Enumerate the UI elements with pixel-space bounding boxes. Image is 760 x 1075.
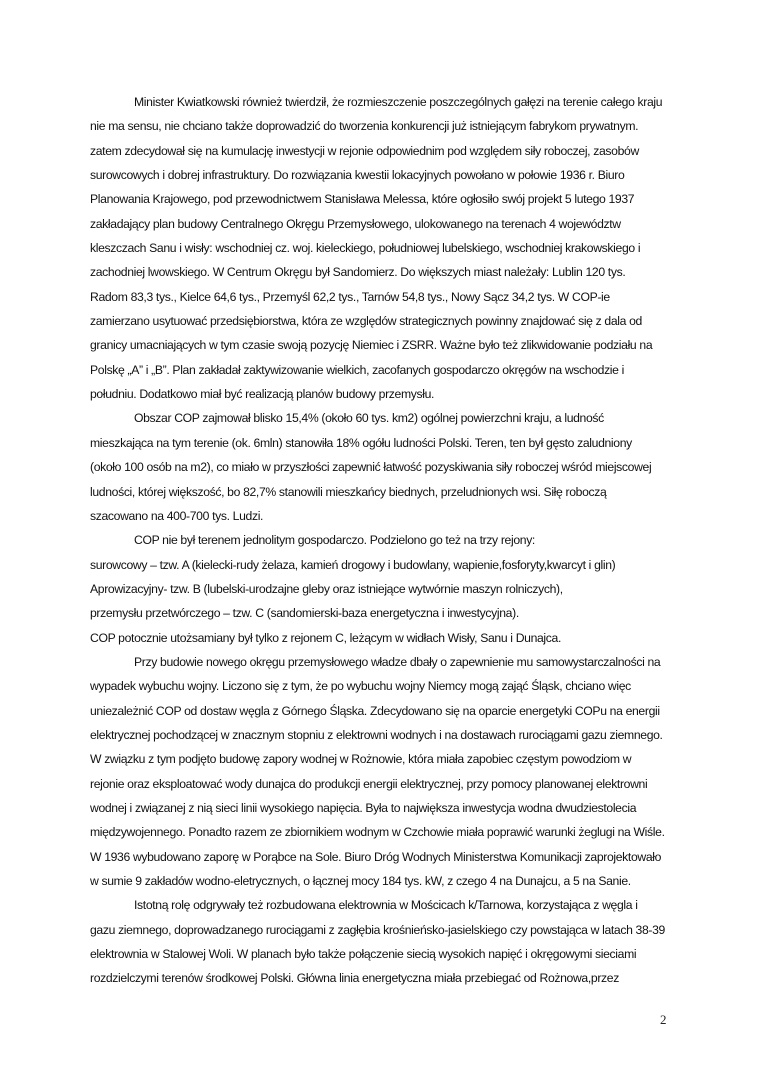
page-number: 2 — [660, 1012, 667, 1027]
paragraph-first-line: Istotną rolę odgrywały też rozbudowana elektrownia w Mościcach k/Tarnowa, korzystająca z węgla i — [134, 898, 638, 913]
text-line: W związku z tym podjęto budowę zapory wodnej w Rożnowie, która miała zapobiec częstym powodziom w — [90, 752, 632, 767]
text-line: zachodniej lwowskiego. W Centrum Okręgu był Sandomierz. Do większych miast należały: Lublin 120 tys. — [90, 265, 626, 280]
text-line: Aprowizacyjny- tzw. B (lubelski-urodzajne gleby oraz istniejące wytwórnie maszyn rolniczych), — [90, 581, 563, 596]
text-line: uniezależnić COP od dostaw węgla z Górnego Śląska. Zdecydowano się na oparcie energetyki COPu na energii — [90, 703, 660, 718]
paragraph-first-line: Obszar COP zajmował blisko 15,4% (około 60 tys. km2) ogólnej powierzchni kraju, a ludność — [134, 411, 604, 426]
paragraph-first-line: COP nie był terenem jednolitym gospodarczo. Podzielono go też na trzy rejony: — [134, 533, 535, 548]
text-line: Planowania Krajowego, pod przewodnictwem Stanisława Melessa, które ogłosiło swój projekt 5 lutego 1937 — [90, 192, 635, 207]
text-line: Radom 83,3 tys., Kielce 64,6 tys., Przemyśl 62,2 tys., Tarnów 54,8 tys., Nowy Sącz 34,2 tys. W COP-ie — [90, 289, 610, 304]
text-line: granicy umacniających w tym czasie swoją pozycję Niemiec i ZSRR. Ważne było też zlikwidowanie podziału na — [90, 338, 653, 353]
text-line: (około 100 osób na m2), co miało w przyszłości zapewnić łatwość pozyskiwania siły roboczej wśród miejscowej — [90, 460, 652, 475]
text-line: rozdzielczymi terenów środkowej Polski. Główna linia energetyczna miała przebiegać od Rożnowa,przez — [90, 971, 619, 986]
text-line: Polskę „A” i „B”. Plan zakładał zaktywizowanie wielkich, zacofanych gospodarczo okręgów na wschodzie i — [90, 362, 624, 377]
text-line: wodnej i związanej z nią sieci linii wysokiego napięcia. Była to największa inwestycja wodna dwudziestolecia — [90, 800, 637, 815]
text-line: wypadek wybuchu wojny. Liczono się z tym, że po wybuchu wojny Niemcy mogą zająć Śląsk, chciano więc — [90, 679, 631, 694]
text-line: zakładający plan budowy Centralnego Okręgu Przemysłowego, ulokowanego na terenach 4 województw — [90, 216, 621, 231]
body-text — [90, 90, 680, 991]
text-line: elektrycznej pochodzącej w znacznym stopniu z elektrowni wodnych i na dostawach rurociągami gazu ziemnego. — [90, 727, 663, 742]
text-line: w sumie 9 zakładów wodno-eletrycznych, o łącznej mocy 184 tys. kW, z czego 4 na Dunajcu, a 5 na Sanie. — [90, 874, 631, 888]
text-line: mieszkająca na tym terenie (ok. 6mln) stanowiła 18% ogółu ludności Polski. Teren, ten był gęsto zaludniony — [90, 435, 632, 450]
text-line: międzywojennego. Ponadto razem ze zbiornikiem wodnym w Czchowie miała poprawić warunki żeglugi na Wiśle. — [90, 825, 665, 840]
text-line: rejonie oraz eksploatować wody dunajca do produkcji energii elektrycznej, przy pomocy planowanej elektrowni — [90, 776, 648, 791]
text-line: przemysłu przetwórczego – tzw. C (sandomierski-baza energetyczna i inwestycyjna). — [90, 606, 519, 621]
text-line: szacowano na 400-700 tys. Ludzi. — [90, 508, 264, 523]
text-line: zamierzano usytuować przedsiębiorstwa, która ze względów strategicznych powinny znajdować się z dala od — [90, 314, 642, 329]
text-line: kleszczach Sanu i wisły: wschodniej cz. woj. kieleckiego, południowej lubelskiego, wschodniej krakowskiego i — [90, 241, 641, 256]
text-line: ludności, której większość, bo 82,7% stanowili mieszkańcy biednych, przeludnionych wsi. Siłę roboczą — [90, 484, 607, 499]
text-line: surowcowych i dobrej infrastruktury. Do rozwiązania kwestii lokacyjnych powołano w połowie 1936 r. Biuro — [90, 168, 625, 183]
text-line: COP potocznie utożsamiany był tylko z rejonem C, leżącym w widłach Wisły, Sanu i Dunajca. — [90, 630, 561, 645]
paragraph-first-line: Przy budowie nowego okręgu przemysłowego władze dbały o zapewnienie mu samowystarczalności na — [134, 654, 661, 669]
text-line: W 1936 wybudowano zaporę w Porąbce na Sole. Biuro Dróg Wodnych Ministerstwa Komunikacji zaprojektowało — [90, 849, 662, 864]
text-line: nie ma sensu, nie chciano także doprowadzić do tworzenia konkurencji już istniejącym fabrykom prywatnym. — [90, 119, 639, 134]
text-line: elektrownia w Stalowej Woli. W planach było także połączenie siecią wysokich napięć i okręgowymi sieciami — [90, 947, 637, 962]
text-line: zatem zdecydował się na kumulację inwestycji w rejonie odpowiednim pod względem siły roboczej, zasobów — [90, 143, 639, 158]
text-line: surowcowy – tzw. A (kielecki-rudy żelaza, kamień drogowy i budowlany, wapienie,fosforyty,kwarcyt i glin) — [90, 557, 616, 572]
text-line: południu. Dodatkowo miał być realizacją planów budowy przemysłu. — [90, 387, 435, 402]
paragraph-first-line: Minister Kwiatkowski również twierdził, że rozmieszczenie poszczególnych gałęzi na terenie całego kraju — [134, 95, 663, 109]
text-line: gazu ziemnego, doprowadzanego rurociągami z zagłębia krośnieńsko-jasielskiego czy powstająca w latach 38-39 — [90, 922, 665, 937]
